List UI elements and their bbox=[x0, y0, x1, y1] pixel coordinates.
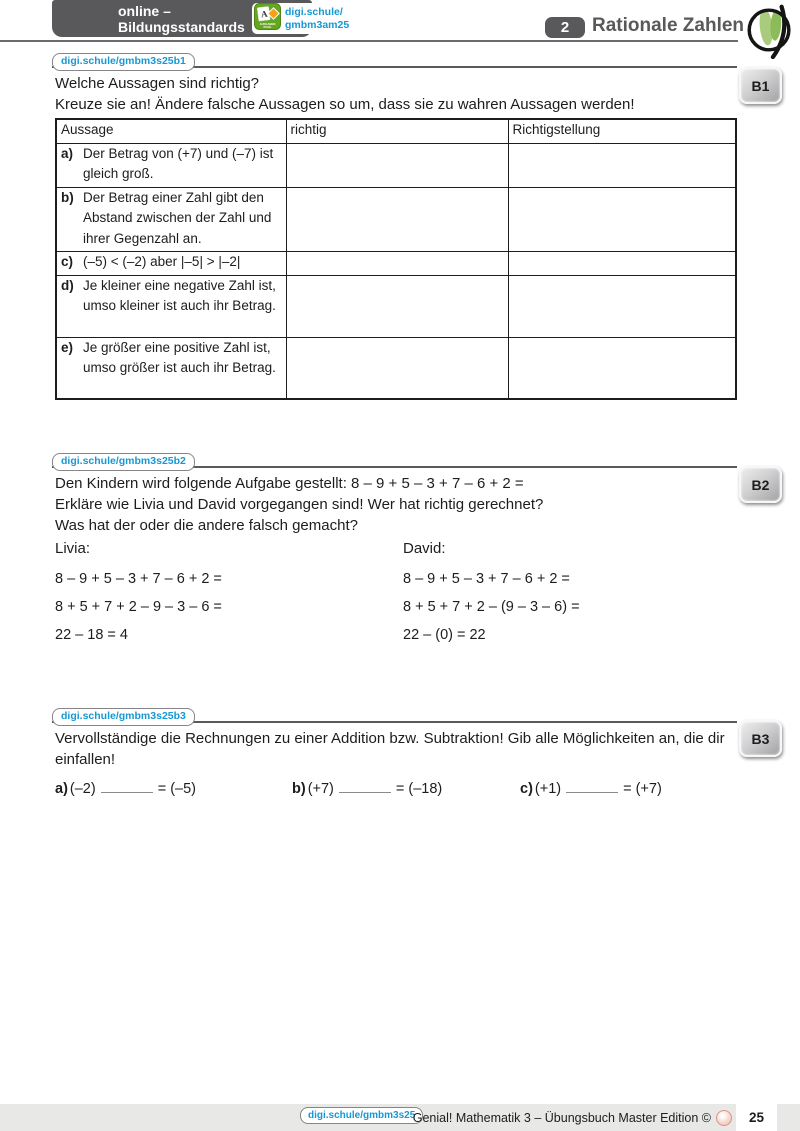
statements-table bbox=[55, 118, 737, 400]
richtigstellung-cell bbox=[508, 252, 736, 276]
row-letter: c) bbox=[61, 254, 74, 269]
fill-in-blank bbox=[339, 781, 391, 793]
chapter-title: Rationale Zahlen bbox=[592, 15, 745, 36]
task-b2-link[interactable]: digi.schule/gmbm3s25b2 bbox=[52, 453, 195, 471]
header-divider bbox=[0, 40, 738, 42]
fill-in-blank bbox=[101, 781, 153, 793]
calc-line: 22 – (0) = 22 bbox=[403, 627, 486, 643]
task-b2-intro bbox=[55, 473, 543, 536]
richtigstellung-cell bbox=[508, 143, 736, 187]
col-header-richtig: richtig bbox=[286, 119, 508, 143]
table-row bbox=[56, 187, 736, 252]
task-b1-intro-line2: Kreuze sie an! Ändere falsche Aussagen so um, dass sie zu wahren Aussagen werden! bbox=[55, 96, 635, 113]
calc-line: 8 + 5 + 7 + 2 – 9 – 3 – 6 = bbox=[55, 599, 222, 615]
task-b3-intro-line1: Vervollständige die Rechnungen zu einer Addition bzw. Subtraktion! Gib alle Möglichkeiten an, die dir bbox=[55, 730, 725, 747]
item-after: = (+7) bbox=[623, 781, 662, 797]
table-header-row bbox=[56, 119, 736, 143]
richtig-cell bbox=[286, 275, 508, 337]
task-b2-badge: B2 bbox=[739, 466, 782, 503]
task-b1-link[interactable]: digi.schule/gmbm3s25b1 bbox=[52, 53, 195, 71]
livia-solution-column bbox=[55, 540, 222, 649]
page-number: 25 bbox=[736, 1104, 777, 1131]
item-before: (+1) bbox=[534, 781, 562, 797]
richtig-cell bbox=[286, 187, 508, 252]
task-b2-intro-line3: Was hat der oder die andere falsch gemacht? bbox=[55, 517, 358, 534]
table-row bbox=[56, 275, 736, 337]
calc-line: 8 – 9 + 5 – 3 + 7 – 6 + 2 = bbox=[403, 571, 570, 587]
david-solution-column bbox=[403, 540, 580, 649]
task-b2-intro-line2: Erkläre wie Livia und David vorgegangen sind! Wer hat richtig gerechnet? bbox=[55, 496, 544, 513]
item-after: = (–18) bbox=[395, 781, 443, 797]
equation-item-a bbox=[55, 781, 196, 797]
svg-text:POOL: POOL bbox=[263, 24, 272, 29]
footer-info bbox=[413, 1104, 732, 1131]
fill-in-blank bbox=[566, 781, 618, 793]
task-b1-intro-line1: Welche Aussagen sind richtig? bbox=[55, 75, 260, 92]
statement-text: (–5) < (–2) aber |–5| > |–2| bbox=[83, 254, 241, 269]
task-b1-intro bbox=[55, 73, 635, 115]
calc-line: 22 – 18 = 4 bbox=[55, 627, 128, 643]
statement-text: Der Betrag von (+7) und (–7) ist gleich groß. bbox=[83, 145, 274, 181]
table-row bbox=[56, 143, 736, 187]
item-before: (+7) bbox=[307, 781, 334, 797]
row-letter: e) bbox=[61, 339, 74, 355]
digischule-header-link[interactable] bbox=[252, 3, 361, 34]
svg-text:AUFGABEN: AUFGABEN bbox=[259, 21, 276, 26]
footer-digischule-link[interactable]: digi.schule/gmbm3s25 bbox=[300, 1107, 423, 1124]
richtigstellung-cell bbox=[508, 275, 736, 337]
richtig-cell bbox=[286, 143, 508, 187]
header-link-line1: digi.schule/ bbox=[285, 6, 343, 18]
book-title: Genial! Mathematik 3 – Übungsbuch Master Edition © bbox=[412, 1110, 711, 1125]
statement-text: Der Betrag einer Zahl gibt den Abstand zwischen der Zahl und ihrer Gegenzahl an. bbox=[83, 189, 272, 246]
item-letter: c) bbox=[520, 781, 533, 797]
richtig-cell bbox=[286, 337, 508, 399]
statement-text: Je größer eine positive Zahl ist, umso größer ist auch ihr Betrag. bbox=[83, 339, 276, 375]
publisher-seal-icon bbox=[716, 1110, 732, 1126]
calc-line: 8 – 9 + 5 – 3 + 7 – 6 + 2 = bbox=[55, 571, 222, 587]
table-row bbox=[56, 252, 736, 276]
richtigstellung-cell bbox=[508, 187, 736, 252]
equation-item-c bbox=[520, 781, 662, 797]
brand-label bbox=[118, 3, 245, 35]
item-letter: b) bbox=[292, 781, 306, 797]
aufgabenpool-icon bbox=[254, 3, 281, 35]
item-letter: a) bbox=[55, 781, 68, 797]
table-row bbox=[56, 337, 736, 399]
item-after: = (–5) bbox=[157, 781, 196, 797]
item-before: (–2) bbox=[69, 781, 96, 797]
calc-line: 8 + 5 + 7 + 2 – (9 – 3 – 6) = bbox=[403, 599, 580, 615]
publisher-q-logo bbox=[742, 1, 798, 64]
svg-text:A: A bbox=[260, 8, 269, 19]
brand-line2: Bildungsstandards bbox=[118, 19, 245, 35]
brand-line1: online – bbox=[118, 3, 171, 19]
chapter-number-badge: 2 bbox=[545, 17, 585, 38]
equation-item-b bbox=[292, 781, 442, 797]
row-letter: b) bbox=[61, 189, 74, 205]
task-b3-link[interactable]: digi.schule/gmbm3s25b3 bbox=[52, 708, 195, 726]
task-b3-badge: B3 bbox=[739, 720, 782, 757]
richtig-cell bbox=[286, 252, 508, 276]
task-b3-intro bbox=[55, 728, 745, 770]
row-letter: a) bbox=[61, 145, 74, 161]
header-brand-box bbox=[52, 0, 350, 37]
col-header-richtigstellung: Richtigstellung bbox=[508, 119, 736, 143]
task-b3-intro-line2: einfallen! bbox=[55, 751, 116, 768]
richtigstellung-cell bbox=[508, 337, 736, 399]
solver-name: David: bbox=[403, 540, 446, 557]
row-letter: d) bbox=[61, 277, 74, 293]
solver-name: Livia: bbox=[55, 540, 91, 557]
task-b1-badge: B1 bbox=[739, 67, 782, 104]
col-header-aussage: Aussage bbox=[56, 119, 286, 143]
statement-text: Je kleiner eine negative Zahl ist, umso kleiner ist auch ihr Betrag. bbox=[83, 277, 276, 313]
header-link-label bbox=[285, 6, 349, 31]
task-b2-intro-line1: Den Kindern wird folgende Aufgabe gestellt: 8 – 9 + 5 – 3 + 7 – 6 + 2 = bbox=[55, 475, 524, 492]
header-link-line2: gmbm3am25 bbox=[285, 18, 350, 31]
